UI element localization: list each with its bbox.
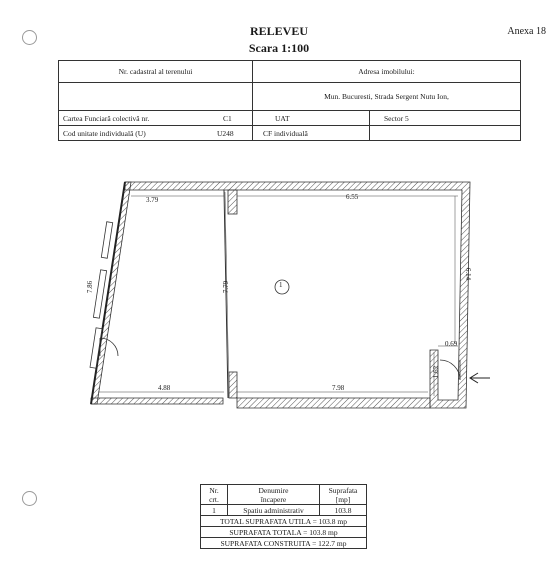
row-room-name: Spatiu administrativ [228,505,320,516]
col-crt-label: crt. [209,494,219,504]
dim-middle: 7.79 [222,280,231,294]
dimension-lines [98,192,458,396]
dim-left-side: 7.86 [86,280,95,294]
total-useful-area: TOTAL SUPRAFATA UTILA = 103.8 mp [201,516,367,527]
col-name-label-2: încapere [260,494,287,504]
dim-top-left: 3.79 [146,196,159,204]
dim-right-side: 6.14 [464,267,473,281]
total-area: SUPRAFATA TOTALA = 103.8 mp [201,527,367,538]
col-area-label-2: [mp] [335,494,351,504]
col-nr-label: Nr. [209,485,219,495]
dim-step-horizontal: 0.69 [445,340,458,348]
dim-top-right: 6.55 [346,193,359,201]
row-area: 103.8 [320,505,367,516]
uat-value: Sector 5 [370,111,521,126]
cf-collective-value: C1 [223,113,232,123]
unit-code-label: Cod unitate individuală (U) [63,128,146,138]
cadastral-label: Nr. cadastral al terenului [59,61,253,83]
unit-code-value: U248 [217,128,234,138]
room-number: 1 [279,281,283,289]
scale-label: Scara 1:100 [248,41,310,55]
col-area-label-1: Suprafata [328,485,358,495]
col-name-header [228,485,320,505]
cf-individual-label: CF individuală [253,126,370,141]
col-number-header [201,485,228,505]
row-number: 1 [201,505,228,516]
exterior-walls [91,182,473,408]
cf-collective-label: Cartea Funciară colectivă nr. [63,113,150,123]
col-area-header [320,485,367,505]
area-summary-table [200,484,367,549]
document-title: RELEVEU [249,24,308,38]
dim-bottom-right: 7.98 [332,384,345,392]
built-area: SUPRAFATA CONSTRUITA = 122.7 mp [201,538,367,549]
dim-step-vertical: 1.62 [432,365,441,379]
annex-label: Anexa 18 [507,26,546,37]
col-name-label-1: Denumire [258,485,289,495]
entrance-door [440,360,460,380]
address-label: Adresa imobilului: [253,61,521,83]
interior-partition [224,190,237,398]
dim-bottom-left: 4.88 [158,384,171,392]
uat-label: UAT [253,111,370,126]
address-value: Mun. Bucuresti, Strada Sergent Nutu Ion, [253,83,521,111]
entrance-arrow-icon [470,373,490,383]
